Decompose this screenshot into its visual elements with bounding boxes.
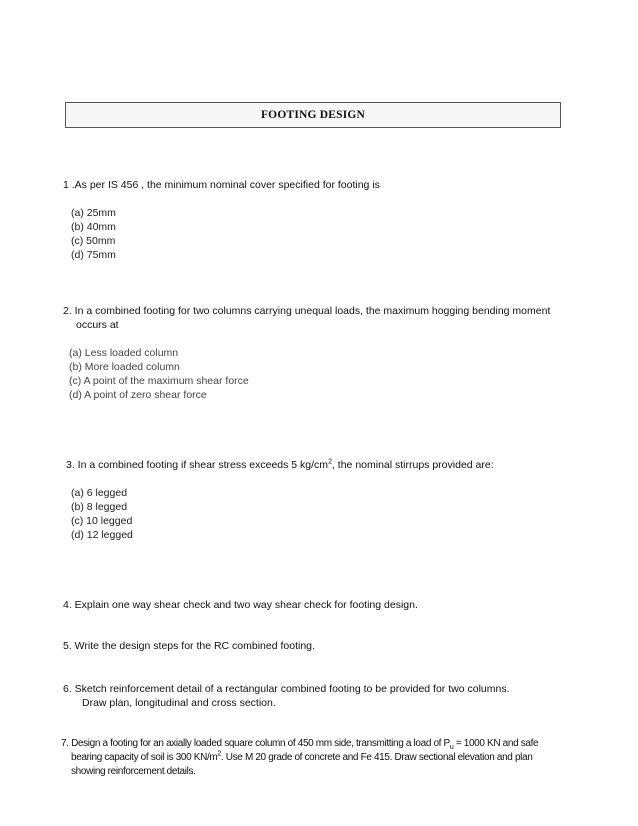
q7-line1-a: 7. Design a footing for an axially loaded square column of 450 mm side, transmitting a load of P bbox=[61, 738, 450, 749]
q1-option-b: (b) 40mm bbox=[71, 221, 116, 233]
q7-superscript: 2 bbox=[217, 750, 221, 758]
q3-option-a: (a) 6 legged bbox=[71, 487, 128, 499]
q1-option-a: (a) 25mm bbox=[71, 207, 116, 219]
title-box bbox=[65, 102, 561, 128]
question-6-line-1: 6. Sketch reinforcement detail of a rectangular combined footing to be provided for two columns. bbox=[63, 683, 510, 695]
q3-option-d: (d) 12 legged bbox=[71, 529, 133, 541]
question-7-line-2 bbox=[71, 751, 532, 765]
q7-subscript: u bbox=[449, 744, 454, 751]
q3-text-before: 3. In a combined footing if shear stress exceeds 5 kg/cm bbox=[66, 459, 329, 471]
question-4-text: 4. Explain one way shear check and two way shear check for footing design. bbox=[63, 599, 418, 611]
page-title: FOOTING DESIGN bbox=[260, 109, 366, 121]
question-1-text: 1 .As per IS 456 , the minimum nominal cover specified for footing is bbox=[63, 179, 380, 191]
q7-line1-b: = 1000 KN and safe bbox=[453, 738, 539, 749]
q3-option-b: (b) 8 legged bbox=[71, 501, 128, 513]
q2-option-b: (b) More loaded column bbox=[69, 361, 180, 373]
q1-option-c: (c) 50mm bbox=[71, 235, 116, 247]
q7-line2-a: bearing capacity of soil is 300 KN/m bbox=[71, 752, 218, 763]
q3-text-after: , the nominal stirrups provided are: bbox=[331, 459, 494, 471]
question-7-line-1 bbox=[61, 737, 538, 751]
q1-option-d: (d) 75mm bbox=[71, 249, 116, 261]
q2-option-c: (c) A point of the maximum shear force bbox=[69, 375, 249, 387]
question-2-line-1: 2. In a combined footing for two columns carrying unequal loads, the maximum hogging bending moment bbox=[63, 305, 551, 317]
question-5-text: 5. Write the design steps for the RC combined footing. bbox=[63, 640, 315, 652]
q7-line2-b: . Use M 20 grade of concrete and Fe 415. Draw sectional elevation and plan bbox=[220, 752, 533, 763]
question-3-text bbox=[66, 458, 494, 472]
question-6-line-2: Draw plan, longitudinal and cross section. bbox=[82, 697, 276, 709]
question-2-line-2: occurs at bbox=[76, 319, 119, 331]
question-7-line-3: showing reinforcement details. bbox=[71, 766, 196, 777]
q2-option-a: (a) Less loaded column bbox=[69, 347, 179, 359]
q2-option-d: (d) A point of zero shear force bbox=[69, 389, 207, 401]
q3-superscript: 2 bbox=[328, 458, 332, 466]
q3-option-c: (c) 10 legged bbox=[71, 515, 133, 527]
